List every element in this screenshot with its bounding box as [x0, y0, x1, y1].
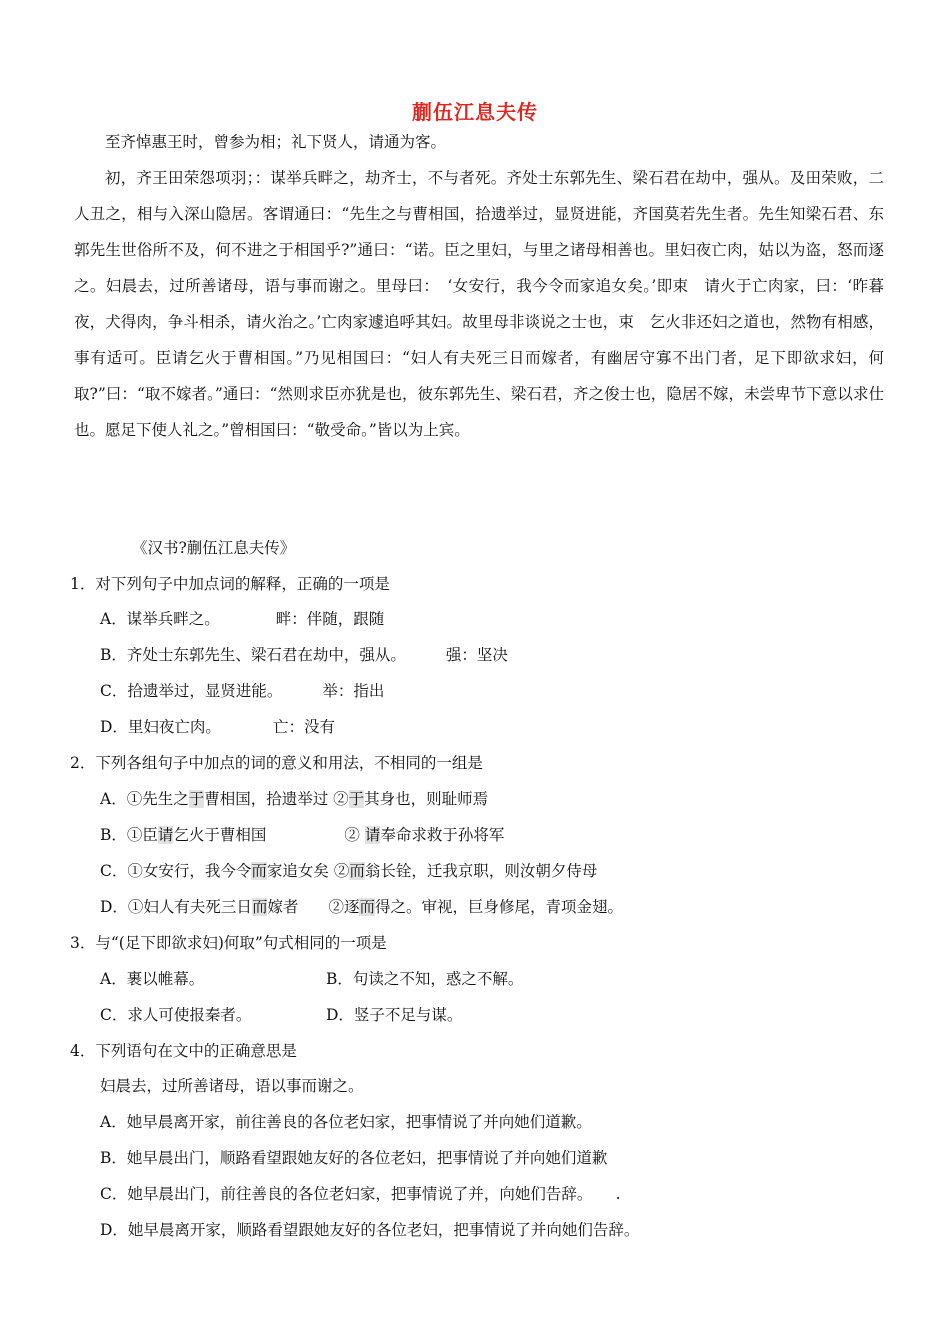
question-3-options-ab: A．裹以帷幕。 B．句读之不知，惑之不解。	[100, 970, 524, 988]
question-4-option-a: A．她早晨离开家，前往善良的各位老妇家，把事情说了并向她们道歉。	[100, 1113, 592, 1131]
question-2-option-b: B．①臣请乞火于曹相国 ② 请奉命求救于孙将军	[100, 826, 505, 844]
question-4-option-c: C．她早晨出门，前往善良的各位老妇家，把事情说了并，向她们告辞。 .	[100, 1185, 621, 1203]
question-3-options-cd: C．求人可使报秦者。 D．竖子不足与谋。	[100, 1006, 463, 1024]
passage-paragraph: 初，齐王田荣怨项羽；：谋举兵畔之，劫齐士，不与者死。齐处士东郭先生、梁石君在劫中，强从。及田荣败，二人丑之，相与入深山隐居。客谓通曰：“先生之与曹相国，拾遗举过，显贤进能，齐国莫若先生者。先生知梁石君、东郭先生世俗所不及，何不进之于相国乎?”通曰：“诺。臣之里妇，与里之诸母相善也。里妇夜亡肉，姑以为盗，怒而逐之。妇晨去，过所善诸母，语与事而谢之。里母曰： ‘女安行，我今令而家追女矣。’即束 请火于亡肉家，曰：‘昨暮夜，犬得肉，争斗相杀，请火治之。’亡肉家遽追呼其妇。故里母非谈说之士也，束 乞火非还妇之道也，然物有相感，事有适可。臣请乞火于曹相国。”乃见相国曰：“妇人有夫死三日而嫁者，有幽居守寡不出门者，足下即欲求妇，何取?”曰：“取不嫁者。”通曰：“然则求臣亦犹是也，彼东郭先生、梁石君，齐之俊士也，隐居不嫁，未尝卑节下意以求仕也。愿足下使人礼之。”曾相国曰：“敬受命。”皆以为上宾。	[74, 169, 884, 439]
dotted-word: 而	[251, 862, 267, 880]
dotted-word: 于	[348, 790, 365, 808]
question-3-stem: 3．与“(足下即欲求妇)何取”句式相同的一项是	[70, 934, 387, 952]
question-1-option-a: A．谋举兵畔之。 畔：伴随，跟随	[100, 610, 385, 628]
dotted-word: 于	[188, 790, 205, 808]
dotted-word: 而	[359, 898, 375, 916]
dotted-word: 请	[157, 826, 174, 844]
question-2-stem: 2．下列各组句子中加点的词的意义和用法，不相同的一组是	[70, 754, 483, 772]
question-1-stem: 1．对下列句子中加点词的解释，正确的一项是	[70, 575, 390, 593]
question-4-stem: 4．下列语句在文中的正确意思是	[70, 1042, 297, 1060]
source-citation: 《汉书?蒯伍江息夫传》	[132, 539, 296, 557]
question-2-option-d: D．①妇人有夫死三日而嫁者 ②逐而得之。审视，巨身修尾，青项金翅。	[100, 898, 624, 916]
question-2-option-c: C．①女安行，我今令而家追女矣 ②而翁长铨，迁我京职，则汝朝夕侍母	[100, 862, 598, 880]
dotted-word: 而	[251, 898, 268, 916]
question-2-option-a: A．①先生之于曹相国，拾遗举过 ②于其身也，则耻师焉	[100, 790, 489, 808]
question-1-option-d: D．里妇夜亡肉。 亡：没有	[100, 718, 335, 736]
dotted-word: 而	[349, 862, 365, 880]
question-1-option-c: C．拾遗举过，显贤进能。 举：指出	[100, 682, 385, 700]
document-title: 蒯伍江息夫传	[412, 100, 538, 124]
question-4-option-d: D．她早晨离开家，顺路看望跟她友好的各位老妇，把事情说了并向她们告辞。	[100, 1221, 640, 1239]
question-1-option-b: B．齐处士东郭先生、梁石君在劫中，强从。 强：坚决	[100, 646, 508, 664]
intro-paragraph: 至齐悼惠王时，曾参为相；礼下贤人，请通为客。	[105, 133, 447, 151]
question-4-quote: 妇晨去，过所善诸母，语以事而谢之。	[100, 1077, 364, 1095]
dotted-word: 请	[364, 826, 381, 844]
question-4-option-b: B．她早晨出门，顺路看望跟她友好的各位老妇，把事情说了并向她们道歉	[100, 1149, 608, 1167]
